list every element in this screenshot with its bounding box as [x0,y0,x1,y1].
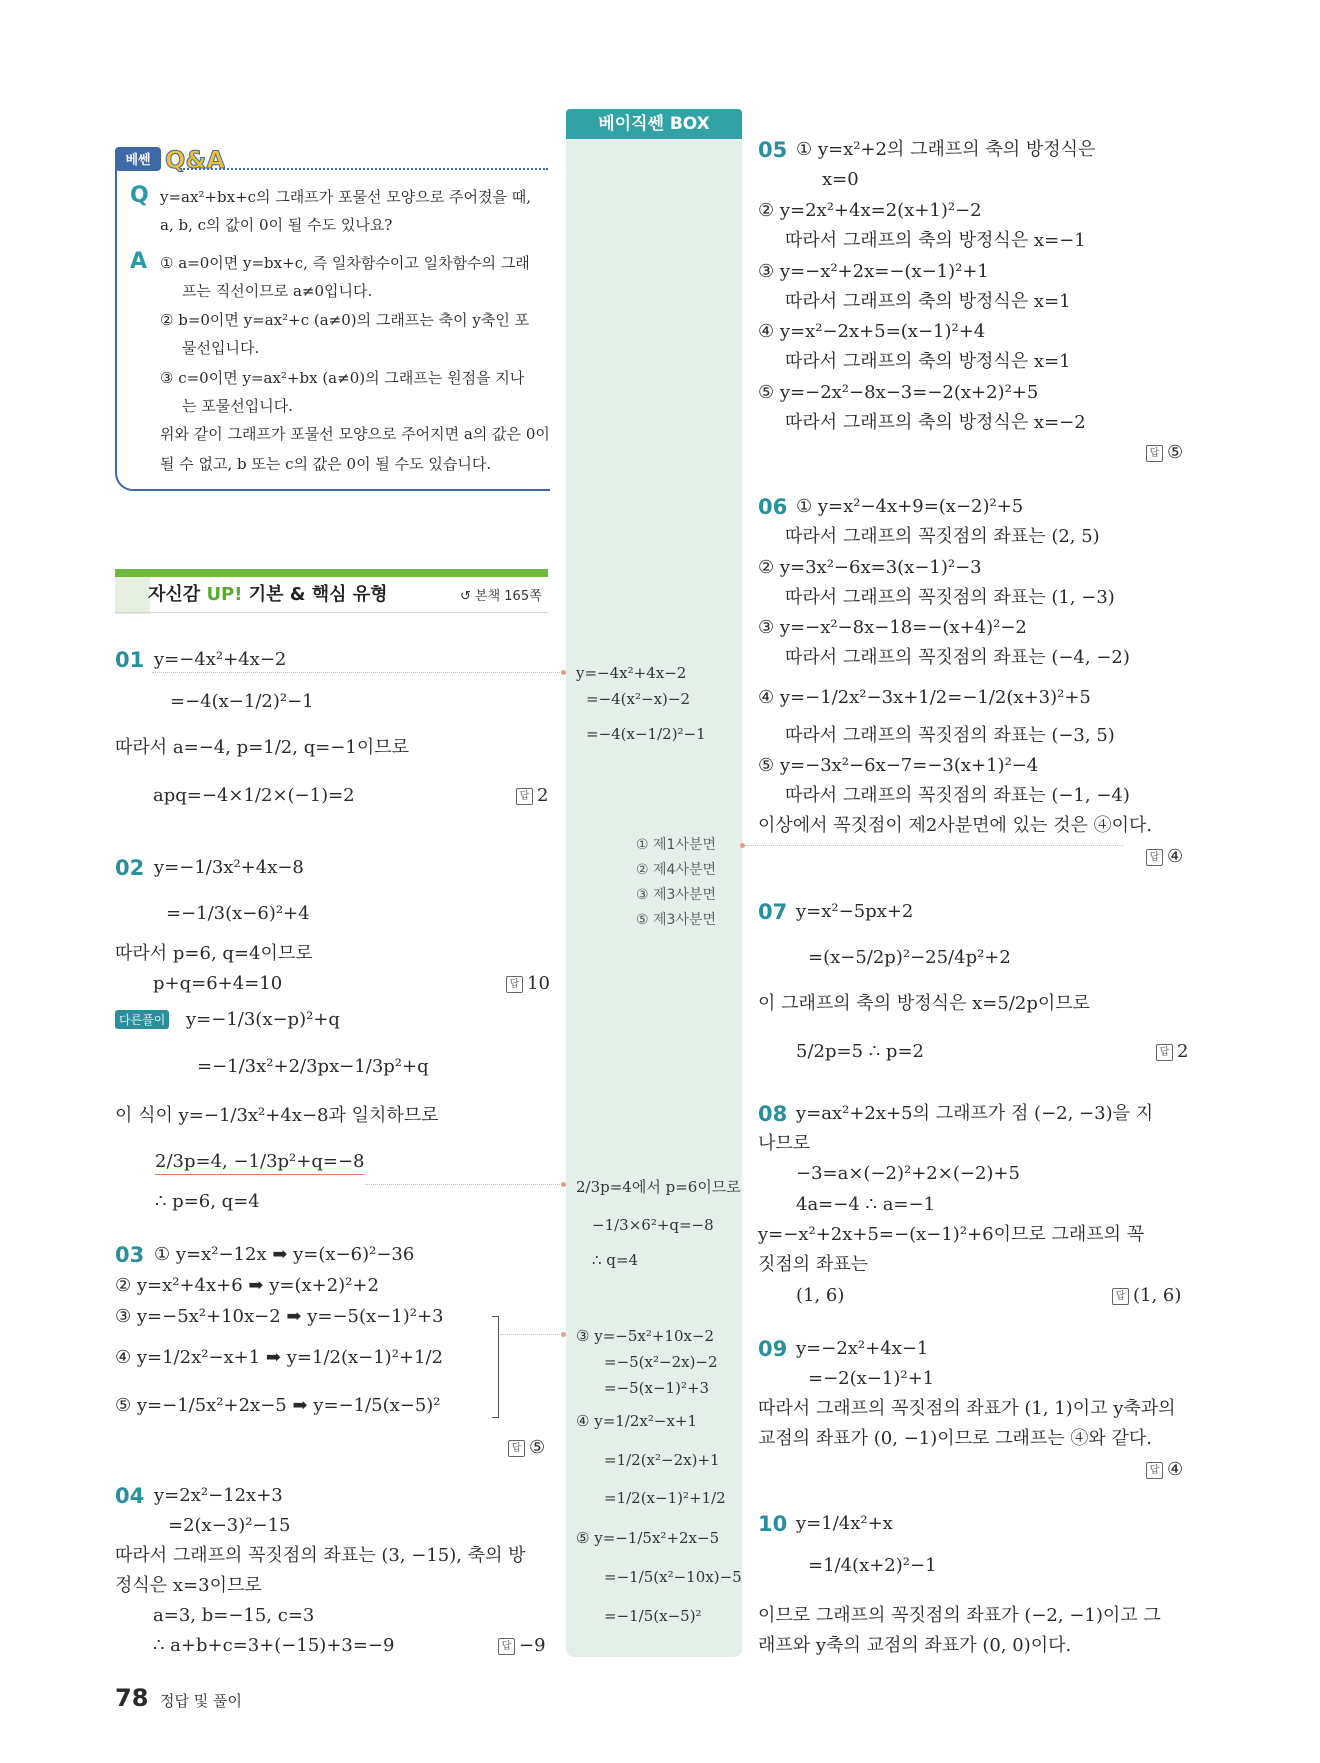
solution-line: =−2(x−1)²+1 [808,1368,935,1389]
answer-mark-icon: 답 [498,1638,515,1655]
box-line: =1/2(x²−2x)+1 [604,1451,720,1469]
leader-dot [561,1182,566,1187]
qa-line: 프는 직선이므로 a≠0입니다. [182,282,373,300]
leader-line [365,1184,564,1185]
box-line: ① 제1사분면 [636,837,717,853]
solution-line: y=−1/3x²+4x−8 [154,857,304,878]
qa-line: 물선입니다. [182,339,260,357]
solution-line: apq=−4×1/2×(−1)=2 [153,785,355,806]
solution-line: a=3, b=−15, c=3 [153,1605,315,1626]
solution-line: 이므로 그래프의 꼭짓점의 좌표가 (−2, −1)이고 그 [758,1605,1161,1626]
answer-mark-icon: 답 [508,1440,525,1457]
solution-line: 따라서 그래프의 축의 방정식은 x=−2 [785,412,1086,433]
solution-line: 2/3p=4, −1/3p²+q=−8 [155,1150,364,1175]
box-line: ③ 제3사분면 [636,887,717,903]
solution-line: p+q=6+4=10 [153,973,283,994]
box-line: 2/3p=4에서 p=6이므로 [576,1178,741,1196]
answer-mark-icon: 답 [1112,1288,1129,1305]
box-line: −1/3×6²+q=−8 [592,1216,714,1234]
solution-line: 이상에서 꼭짓점이 제2사분면에 있는 것은 ④이다. [758,815,1153,836]
solution-line: =(x−5/2p)²−25/4p²+2 [808,947,1011,968]
box-line: =−1/5(x−5)² [604,1607,702,1625]
leader-dot [561,1332,566,1337]
leader-line [744,845,1124,846]
svg-text:Q&A: Q&A [165,146,225,174]
qa-tag-text: 베쎈 [125,153,151,168]
solution-line: (1, 6) [796,1285,845,1306]
leader-line [152,672,564,673]
answer-mark-icon: 답 [1156,1044,1173,1061]
answer: 답 ⑤ [1146,441,1183,465]
answer: 답 ⑤ [508,1436,545,1460]
leader-line [500,1334,564,1335]
alternative-solution-tag: 다른풀이 [115,1010,169,1029]
page-number: 78 [115,1684,149,1712]
solution-line: 따라서 a=−4, p=1/2, q=−1이므로 [115,737,409,758]
answer: 답 10 [506,972,550,996]
solution-line: 따라서 그래프의 꼭짓점의 좌표는 (3, −15), 축의 방 [115,1545,526,1566]
section-bar [115,569,548,577]
qa-line: ① a=0이면 y=bx+c, 즉 일차함수이고 일차함수의 그래 [160,254,530,272]
bracket [492,1316,499,1418]
solution-line: −3=a×(−2)²+2×(−2)+5 [796,1163,1020,1184]
box-line: =−4(x²−x)−2 [586,690,690,708]
solution-line: 따라서 그래프의 꼭짓점의 좌표가 (1, 1)이고 y축과의 [758,1398,1176,1419]
solution-line: 5/2p=5 ∴ p=2 [796,1041,924,1062]
solution-line: y=−1/3(x−p)²+q [186,1009,340,1030]
problem-number: 05 [758,138,788,162]
problem-number: 03 [115,1243,145,1267]
solution-line: 따라서 그래프의 꼭짓점의 좌표는 (−4, −2) [785,647,1130,668]
problem-number: 09 [758,1337,788,1361]
solution-line: ③ y=−5x²+10x−2 ➡ y=−5(x−1)²+3 [115,1306,444,1327]
solution-line: ② y=x²+4x+6 ➡ y=(x+2)²+2 [115,1275,379,1296]
box-line: ⑤ y=−1/5x²+2x−5 [576,1529,720,1547]
solution-line: 나므로 [758,1133,811,1154]
solution-line: y=−x²+2x+5=−(x−1)²+6이므로 그래프의 꼭 [758,1224,1145,1245]
solution-line: ① y=x²−12x ➡ y=(x−6)²−36 [154,1244,415,1265]
answer-mark-icon: 답 [1146,1462,1163,1479]
answer: 답 2 [1156,1040,1188,1064]
box-line: y=−4x²+4x−2 [576,664,687,682]
solution-line: ① y=x²+2의 그래프의 축의 방정식은 [796,139,1096,160]
solution-line: y=−2x²+4x−1 [796,1338,929,1359]
box-line: =−1/5(x²−10x)−5 [604,1568,742,1586]
answer: 답 (1, 6) [1112,1284,1181,1308]
solution-line: 따라서 p=6, q=4이므로 [115,943,313,964]
qa-line: ③ c=0이면 y=ax²+bx (a≠0)의 그래프는 원점을 지나 [160,369,525,387]
solution-line: y=2x²−12x+3 [154,1485,283,1506]
qa-line: y=ax²+bx+c의 그래프가 포물선 모양으로 주어졌을 때, [160,188,531,206]
box-line: ⑤ 제3사분면 [636,912,717,928]
solution-line: y=x²−5px+2 [796,901,914,922]
qa-line: 는 포물선입니다. [182,397,293,415]
answer: 답 2 [516,784,548,808]
solution-line: 정식은 x=3이므로 [115,1575,262,1596]
solution-line: ③ y=−x²−8x−18=−(x+4)²−2 [758,617,1027,638]
box-line: =1/2(x−1)²+1/2 [604,1489,726,1507]
answer-mark-icon: 답 [516,788,533,805]
solution-line: 교점의 좌표가 (0, −1)이므로 그래프는 ④와 같다. [758,1428,1153,1449]
qa-tag [115,145,225,173]
qa-line: 위와 같이 그래프가 포물선 모양으로 주어지면 a의 값은 0이 [160,425,550,443]
solution-line: ⑤ y=−3x²−6x−7=−3(x+1)²−4 [758,755,1039,776]
solution-line: =1/4(x+2)²−1 [808,1555,937,1576]
answer-mark-icon: 답 [506,976,523,993]
solution-line: ∴ p=6, q=4 [155,1191,260,1212]
solution-line: y=1/4x²+x [796,1513,893,1534]
problem-number: 07 [758,900,788,924]
solution-line: y=ax²+2x+5의 그래프가 점 (−2, −3)을 지 [796,1103,1154,1124]
section-reference: ↺ 본책 165쪽 [460,589,542,604]
qa-tag-badge [115,145,225,175]
qa-line: a, b, c의 값이 0이 될 수도 있나요? [160,216,393,234]
solution-line: 4a=−4 ∴ a=−1 [796,1194,936,1215]
solution-line: ④ y=1/2x²−x+1 ➡ y=1/2(x−1)²+1/2 [115,1347,443,1368]
solution-line: =2(x−3)²−15 [168,1515,291,1536]
solution-line: ⑤ y=−2x²−8x−3=−2(x+2)²+5 [758,382,1039,403]
solution-line: 이 식이 y=−1/3x²+4x−8과 일치하므로 [115,1105,439,1126]
problem-number: 02 [115,856,145,880]
solution-line: ② y=2x²+4x=2(x+1)²−2 [758,200,982,221]
box-line: ② 제4사분면 [636,862,717,878]
solution-line: 래프와 y축의 교점의 좌표가 (0, 0)이다. [758,1635,1072,1656]
solution-line: ④ y=−1/2x²−3x+1/2=−1/2(x+3)²+5 [758,687,1091,708]
box-line: =−4(x−1/2)²−1 [586,725,706,743]
solution-line: 따라서 그래프의 꼭짓점의 좌표는 (2, 5) [785,526,1100,547]
problem-number: 06 [758,495,788,519]
solution-line: ⑤ y=−1/5x²+2x−5 ➡ y=−1/5(x−5)² [115,1395,441,1416]
qa-line: 될 수 없고, b 또는 c의 값은 0이 될 수도 있습니다. [160,455,492,473]
leader-dot [740,843,745,848]
problem-number: 01 [115,648,145,672]
solution-line: 따라서 그래프의 꼭짓점의 좌표는 (−3, 5) [785,725,1115,746]
box-line: =−5(x²−2x)−2 [604,1353,718,1371]
section-title: 자신감 UP! 기본 & 핵심 유형 [148,584,388,605]
problem-number: 08 [758,1102,788,1126]
qa-line: ② b=0이면 y=ax²+c (a≠0)의 그래프는 축이 y축인 포 [160,311,530,329]
solution-line: y=−4x²+4x−2 [154,649,287,670]
problem-number: 10 [758,1512,788,1536]
solution-line: 이 그래프의 축의 방정식은 x=5/2p이므로 [758,993,1091,1014]
answer-mark-icon: 답 [1146,849,1163,866]
box-line: ∴ q=4 [592,1251,639,1269]
solution-line: 따라서 그래프의 꼭짓점의 좌표는 (1, −3) [785,587,1115,608]
solution-line: ∴ a+b+c=3+(−15)+3=−9 [153,1635,395,1656]
section-underline [115,612,548,613]
solution-line: 따라서 그래프의 축의 방정식은 x=1 [785,291,1071,312]
a-badge: A [130,249,148,274]
problem-number: 04 [115,1484,145,1508]
solution-line: ① y=x²−4x+9=(x−2)²+5 [796,496,1024,517]
solution-line: 따라서 그래프의 축의 방정식은 x=1 [785,351,1071,372]
qa-divider [180,168,548,170]
q-badge: Q [130,183,149,208]
solution-line: =−1/3(x−6)²+4 [166,903,310,924]
box-line: =−5(x−1)²+3 [604,1379,710,1397]
leader-dot [561,670,566,675]
solution-line: 짓점의 좌표는 [758,1254,869,1275]
answer: 답 ④ [1146,1458,1183,1482]
answer: 답 −9 [498,1634,546,1658]
solution-line: 따라서 그래프의 꼭짓점의 좌표는 (−1, −4) [785,785,1130,806]
answer: 답 ④ [1146,845,1183,869]
box-line: ④ y=1/2x²−x+1 [576,1412,698,1430]
answer-mark-icon: 답 [1146,445,1163,462]
solution-line: ② y=3x²−6x=3(x−1)²−3 [758,557,982,578]
solution-line: =−1/3x²+2/3px−1/3p²+q [197,1056,429,1077]
solution-line: 따라서 그래프의 축의 방정식은 x=−1 [785,230,1086,251]
box-line: ③ y=−5x²+10x−2 [576,1327,715,1345]
solution-line: x=0 [822,169,859,190]
solution-line: =−4(x−1/2)²−1 [170,691,314,712]
box-title: 베이직쎈 BOX [566,109,742,139]
page-label: 정답 및 풀이 [160,1692,242,1710]
solution-line: ③ y=−x²+2x=−(x−1)²+1 [758,261,989,282]
solution-line: ④ y=x²−2x+5=(x−1)²+4 [758,321,986,342]
